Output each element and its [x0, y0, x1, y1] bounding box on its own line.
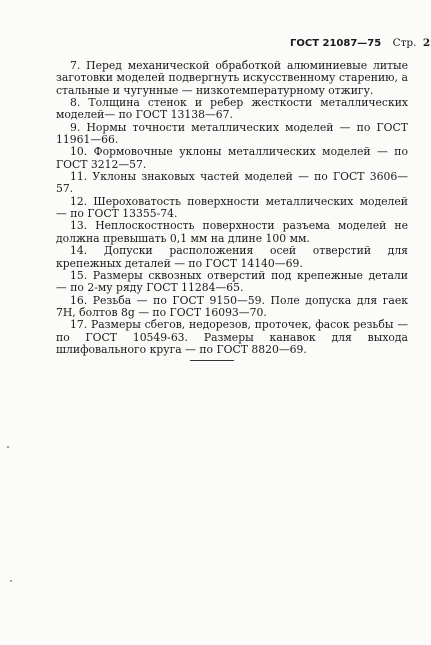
scan-speck	[7, 446, 9, 448]
scan-speck	[10, 580, 12, 582]
paragraph-10: 10. Формовочные уклоны металлических моделей — по ГОСТ 3212—57.	[56, 145, 408, 171]
end-divider	[190, 360, 234, 361]
standard-code: ГОСТ 21087—75	[290, 38, 382, 49]
paragraph-13: 13. Неплоскостность поверхности разъема моделей не должна превышать 0,1 мм на длине 100 мм.	[56, 219, 408, 245]
page-header	[290, 37, 430, 49]
paragraph-16: 16. Резьба — по ГОСТ 9150—59. Поле допуска для гаек 7H, болтов 8g — по ГОСТ 16093—70.	[56, 293, 408, 319]
paragraph-12: 12. Шероховатость поверхности металлических моделей — по ГОСТ 13355-74.	[56, 194, 408, 221]
paragraph-8: 8. Толщина стенок и ребер жесткости металлических моделей— по ГОСТ 13138—67.	[56, 96, 408, 122]
paragraph-9: 9. Нормы точности металлических моделей — по ГОСТ 11961—66.	[56, 120, 408, 147]
paragraph-17: 17. Размеры сбегов, недорезов, проточек, фасок резьбы — по ГОСТ 10549-63. Размеры канавок для выхода шлифовального круга — по ГОСТ 8820—69.	[56, 318, 408, 356]
document-body	[56, 60, 408, 356]
page-number: 2	[422, 37, 431, 49]
paragraph-11: 11. Уклоны знаковых частей моделей — по ГОСТ 3606—57.	[56, 170, 408, 196]
page-label: Стр.	[392, 37, 417, 49]
paragraph-7: 7. Перед механической обработкой алюминиевые литые заготовки моделей подвергнуть искусственному старению, а стальные и чугунные — низкотемпературному отжигу.	[56, 59, 408, 97]
paragraph-15: 15. Размеры сквозных отверстий под крепежные детали — по 2-му ряду ГОСТ 11284—65.	[56, 268, 408, 295]
paragraph-14: 14. Допуски расположения осей отверстий для крепежных деталей — по ГОСТ 14140—69.	[56, 244, 408, 270]
